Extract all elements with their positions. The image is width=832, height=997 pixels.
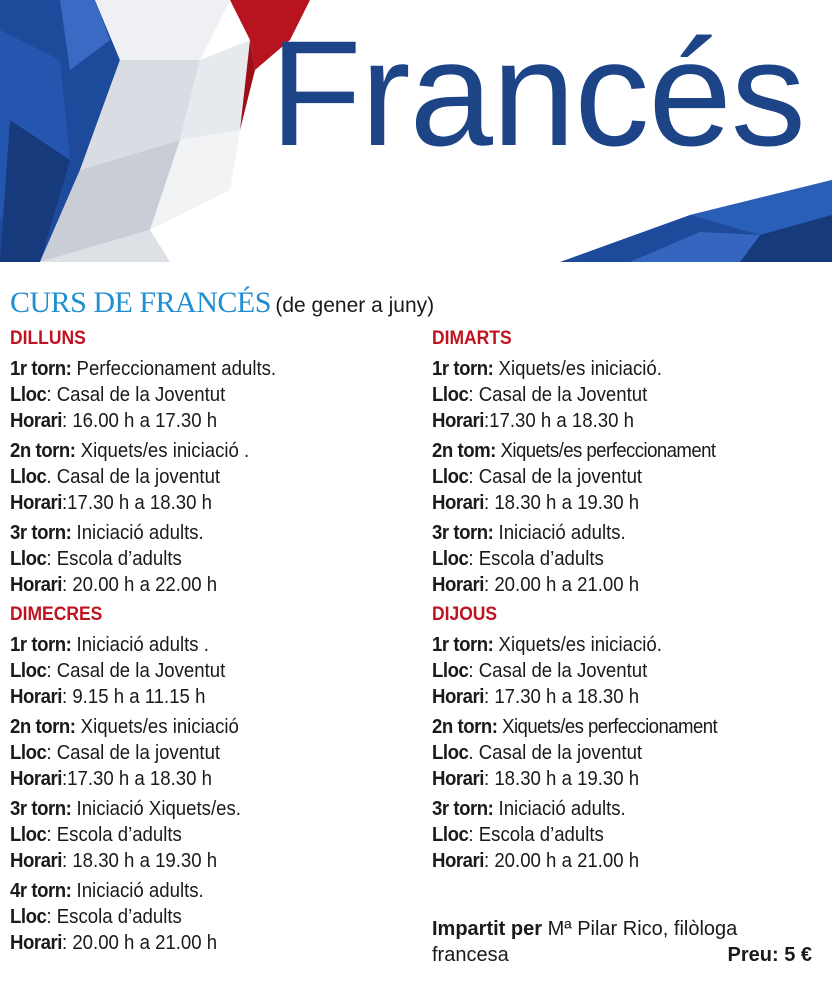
lloc-value: Casal de la Joventut xyxy=(56,384,226,406)
lloc-value: Escola d’adults xyxy=(56,824,182,846)
horari-label: Horari xyxy=(10,932,62,954)
turn-label: 1r torn: xyxy=(10,634,72,656)
header-banner xyxy=(0,0,832,262)
lloc-label: Lloc xyxy=(10,824,47,846)
separator: : xyxy=(61,410,73,432)
horari-value: 9.15 h a 11.15 h xyxy=(72,686,206,708)
turn-block xyxy=(432,438,822,516)
day-heading-dimecres: DIMECRES xyxy=(10,604,103,625)
teacher-role: francesa xyxy=(432,944,509,966)
turn-label: 3r torn: xyxy=(432,522,494,544)
lloc-label: Lloc xyxy=(10,742,47,764)
course-title: CURS DE FRANCÉS xyxy=(10,286,271,319)
turn-description: Iniciació adults. xyxy=(71,522,204,544)
lloc-label: Lloc xyxy=(432,466,469,488)
lloc-label: Lloc xyxy=(10,906,47,928)
course-subtitle: (de gener a juny) xyxy=(275,294,435,317)
turn-block xyxy=(432,632,822,710)
horari-value: 20.00 h a 21.00 h xyxy=(494,850,640,872)
turn-label: 2n torn: xyxy=(432,716,498,738)
page-title: Francés xyxy=(270,9,805,177)
teacher-name: Mª Pilar Rico, filòloga xyxy=(542,918,738,940)
turn-description: Xiquets/es perfeccionament xyxy=(497,716,718,738)
turn-block xyxy=(432,520,822,598)
turn-description: Iniciació adults. xyxy=(493,522,626,544)
lloc-value: Casal de la joventut xyxy=(56,742,221,764)
turn-description: Xiquets/es iniciació. xyxy=(493,634,662,656)
turn-description: Xiquets/es perfeccionament xyxy=(495,440,716,462)
lloc-value: Casal de la joventut xyxy=(478,466,643,488)
turn-block xyxy=(432,796,822,874)
horari-label: Horari xyxy=(10,574,62,596)
separator: : xyxy=(61,492,68,514)
course-heading xyxy=(10,286,434,320)
turn-description: Xiquets/es iniciació. xyxy=(493,358,662,380)
separator: : xyxy=(46,742,57,764)
horari-label: Horari xyxy=(432,574,484,596)
lloc-label: Lloc xyxy=(432,384,469,406)
turn-description: Iniciació adults . xyxy=(71,634,209,656)
turn-description: Xiquets/es iniciació xyxy=(75,716,239,738)
lloc-value: Casal de la Joventut xyxy=(478,660,648,682)
horari-label: Horari xyxy=(10,768,62,790)
horari-label: Horari xyxy=(432,410,484,432)
lloc-label: Lloc xyxy=(10,466,47,488)
lloc-label: Lloc xyxy=(432,824,469,846)
lloc-label: Lloc xyxy=(10,548,47,570)
turn-block xyxy=(10,796,410,874)
lloc-value: Casal de la joventut xyxy=(56,466,221,488)
separator: : xyxy=(61,686,73,708)
horari-value: 18.30 h a 19.30 h xyxy=(72,850,218,872)
separator: : xyxy=(46,824,57,846)
horari-value: 20.00 h a 21.00 h xyxy=(72,932,218,954)
separator: : xyxy=(61,768,68,790)
horari-label: Horari xyxy=(10,850,62,872)
schedule-right-column xyxy=(432,324,822,878)
separator: : xyxy=(61,574,73,596)
credit-label: Impartit per xyxy=(432,918,543,940)
turn-block xyxy=(432,356,822,434)
credit-block xyxy=(432,916,812,968)
lloc-value: Casal de la Joventut xyxy=(56,660,226,682)
turn-block xyxy=(10,356,410,434)
separator: . xyxy=(46,466,57,488)
price-label: Preu: 5 € xyxy=(727,944,812,966)
lloc-label: Lloc xyxy=(432,742,469,764)
horari-value: 20.00 h a 21.00 h xyxy=(494,574,640,596)
lloc-value: Escola d’adults xyxy=(478,548,604,570)
day-heading-dimarts: DIMARTS xyxy=(432,328,512,349)
turn-label: 1r torn: xyxy=(432,358,494,380)
separator: : xyxy=(483,492,495,514)
lloc-value: Escola d’adults xyxy=(56,548,182,570)
horari-value: 17.30 h a 18.30 h xyxy=(67,768,212,790)
separator: : xyxy=(483,850,495,872)
turn-label: 4r torn: xyxy=(10,880,72,902)
separator: : xyxy=(46,384,57,406)
horari-value: 17.30 h a 18.30 h xyxy=(489,410,634,432)
turn-label: 3r torn: xyxy=(10,522,72,544)
turn-label: 1r torn: xyxy=(10,358,72,380)
turn-description: Xiquets/es iniciació . xyxy=(75,440,250,462)
separator: : xyxy=(468,660,479,682)
lloc-label: Lloc xyxy=(10,384,47,406)
horari-label: Horari xyxy=(432,492,484,514)
turn-description: Iniciació adults. xyxy=(493,798,626,820)
turn-description: Iniciació adults. xyxy=(71,880,204,902)
horari-value: 16.00 h a 17.30 h xyxy=(72,410,218,432)
separator: . xyxy=(468,742,479,764)
separator: : xyxy=(468,384,479,406)
turn-label: 2n torn: xyxy=(10,716,76,738)
lloc-label: Lloc xyxy=(432,660,469,682)
separator: : xyxy=(61,932,73,954)
horari-value: 18.30 h a 19.30 h xyxy=(494,492,640,514)
turn-block xyxy=(432,714,822,792)
separator: : xyxy=(468,548,479,570)
turn-description: Perfeccionament adults. xyxy=(71,358,277,380)
lloc-value: Casal de la joventut xyxy=(478,742,643,764)
separator: : xyxy=(46,906,57,928)
horari-value: 20.00 h a 22.00 h xyxy=(72,574,218,596)
turn-label: 3r torn: xyxy=(10,798,72,820)
lloc-label: Lloc xyxy=(10,660,47,682)
turn-label: 2n torn: xyxy=(10,440,76,462)
turn-label: 3r torn: xyxy=(432,798,494,820)
turn-description: Iniciació Xiquets/es. xyxy=(71,798,241,820)
horari-label: Horari xyxy=(432,768,484,790)
separator: : xyxy=(46,548,57,570)
separator: : xyxy=(468,466,479,488)
separator: : xyxy=(483,768,495,790)
day-heading-dilluns: DILLUNS xyxy=(10,328,86,349)
separator: : xyxy=(61,850,73,872)
lloc-value: Escola d’adults xyxy=(478,824,604,846)
turn-block xyxy=(10,520,410,598)
day-heading-dijous: DIJOUS xyxy=(432,604,498,625)
separator: : xyxy=(46,660,57,682)
turn-label: 2n tom: xyxy=(432,440,496,462)
separator: : xyxy=(468,824,479,846)
horari-value: 17.30 h a 18.30 h xyxy=(67,492,212,514)
turn-label: 1r torn: xyxy=(432,634,494,656)
separator: : xyxy=(483,686,495,708)
turn-block xyxy=(10,632,410,710)
turn-block xyxy=(10,878,410,956)
lloc-label: Lloc xyxy=(432,548,469,570)
horari-label: Horari xyxy=(10,492,62,514)
turn-block xyxy=(10,714,410,792)
horari-value: 18.30 h a 19.30 h xyxy=(494,768,640,790)
schedule-left-column xyxy=(10,324,410,960)
horari-label: Horari xyxy=(432,850,484,872)
horari-value: 17.30 h a 18.30 h xyxy=(494,686,640,708)
separator: : xyxy=(483,574,495,596)
lloc-value: Escola d’adults xyxy=(56,906,182,928)
separator: : xyxy=(483,410,490,432)
lloc-value: Casal de la Joventut xyxy=(478,384,648,406)
turn-block xyxy=(10,438,410,516)
horari-label: Horari xyxy=(10,410,62,432)
horari-label: Horari xyxy=(432,686,484,708)
horari-label: Horari xyxy=(10,686,62,708)
